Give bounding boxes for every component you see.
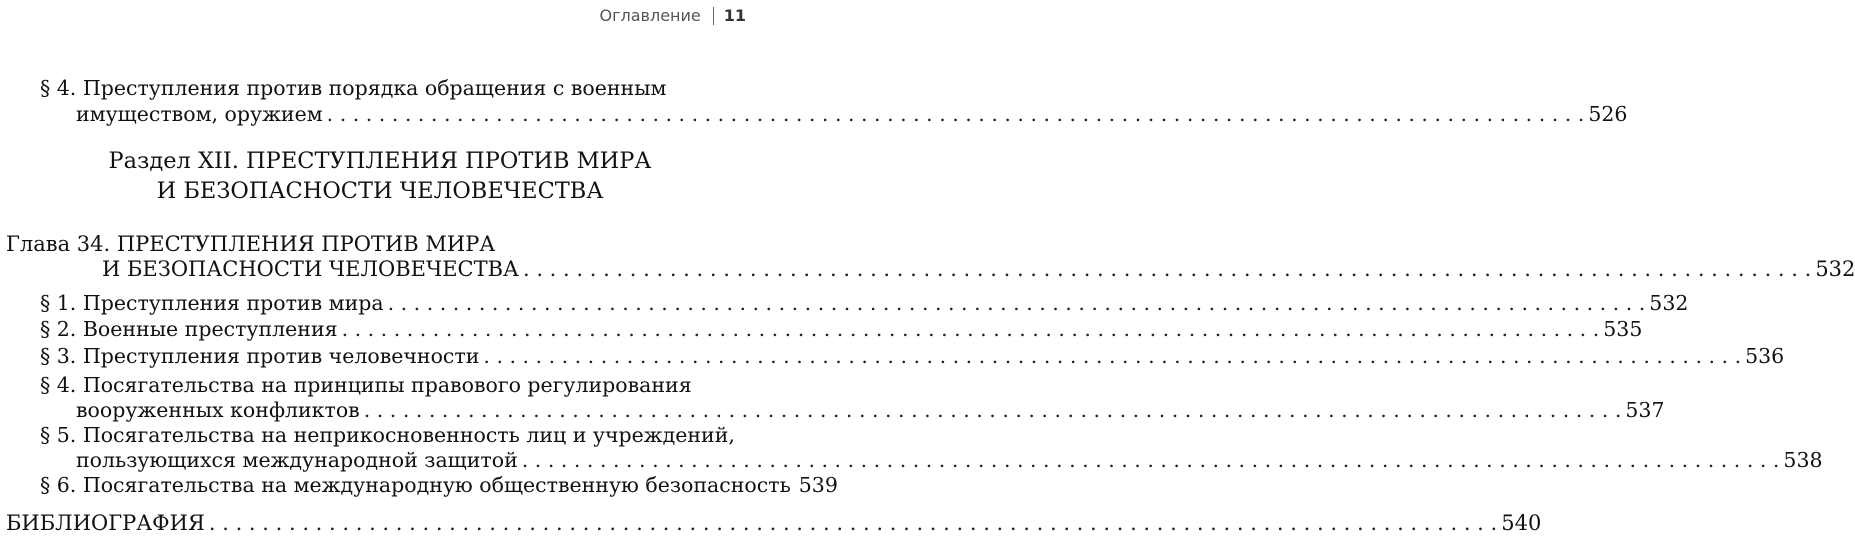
header-page-number: 11 [723, 6, 746, 25]
toc-entry-text: пользующихся международной защитой [76, 448, 518, 472]
section-heading-line1: Раздел XII. ПРЕСТУПЛЕНИЯ ПРОТИВ МИРА [108, 148, 652, 174]
toc-page-number: 539 [798, 473, 838, 497]
toc-page-number: 538 [1783, 448, 1823, 472]
toc-entry-text: § 3. Преступления против человечности [40, 344, 480, 368]
toc-page-number: 540 [1501, 511, 1542, 535]
toc-entry[interactable] [76, 447, 1823, 473]
dot-leader [209, 510, 1497, 536]
toc-entry-line1: § 4. Посягательства на принципы правового регулирования [40, 373, 692, 397]
chapter-heading-line1: Глава 34. ПРЕСТУПЛЕНИЯ ПРОТИВ МИРА [6, 232, 496, 256]
toc-entry-text: § 1. Преступления против мира [40, 291, 384, 315]
toc-entry[interactable] [40, 290, 1689, 316]
toc-page-number: 535 [1603, 317, 1643, 341]
dot-leader [342, 316, 1600, 342]
toc-entry-line1: § 4. Преступления против порядка обращения с военным [40, 76, 667, 100]
dot-leader [523, 256, 1811, 282]
toc-entry[interactable] [40, 472, 838, 498]
dot-leader [327, 101, 1585, 127]
toc-page-number: 537 [1625, 398, 1665, 422]
toc-entry-text: БИБЛИОГРАФИЯ [6, 511, 205, 535]
toc-page-number: 532 [1815, 257, 1855, 281]
toc-entry[interactable] [76, 397, 1665, 423]
toc-page-number: 536 [1745, 344, 1785, 368]
chapter-entry[interactable] [102, 256, 1855, 282]
chapter-heading-line2: И БЕЗОПАСНОСТИ ЧЕЛОВЕЧЕСТВА [102, 257, 519, 281]
toc-entry[interactable] [40, 316, 1643, 342]
toc-entry-line1: § 5. Посягательства на неприкосновенность лиц и учреждений, [40, 423, 735, 447]
dot-leader [483, 343, 1741, 369]
section-heading-line2: И БЕЗОПАСНОСТИ ЧЕЛОВЕЧЕСТВА [156, 178, 604, 204]
bibliography-entry[interactable] [6, 510, 1542, 536]
dot-leader [522, 447, 1780, 473]
running-header [600, 6, 747, 25]
toc-entry-text: § 6. Посягательства на международную общественную безопасность [40, 473, 791, 497]
toc-page-number: 532 [1649, 291, 1689, 315]
toc-page-number: 526 [1588, 102, 1628, 126]
toc-entry[interactable] [76, 101, 1628, 127]
toc-entry[interactable] [40, 343, 1785, 369]
header-divider [713, 7, 714, 25]
header-title: Оглавление [599, 6, 701, 25]
dot-leader [388, 290, 1646, 316]
toc-entry-text: вооруженных конфликтов [76, 398, 360, 422]
toc-entry-text: имуществом, оружием [76, 102, 323, 126]
toc-entry-text: § 2. Военные преступления [40, 317, 338, 341]
dot-leader [364, 397, 1622, 423]
